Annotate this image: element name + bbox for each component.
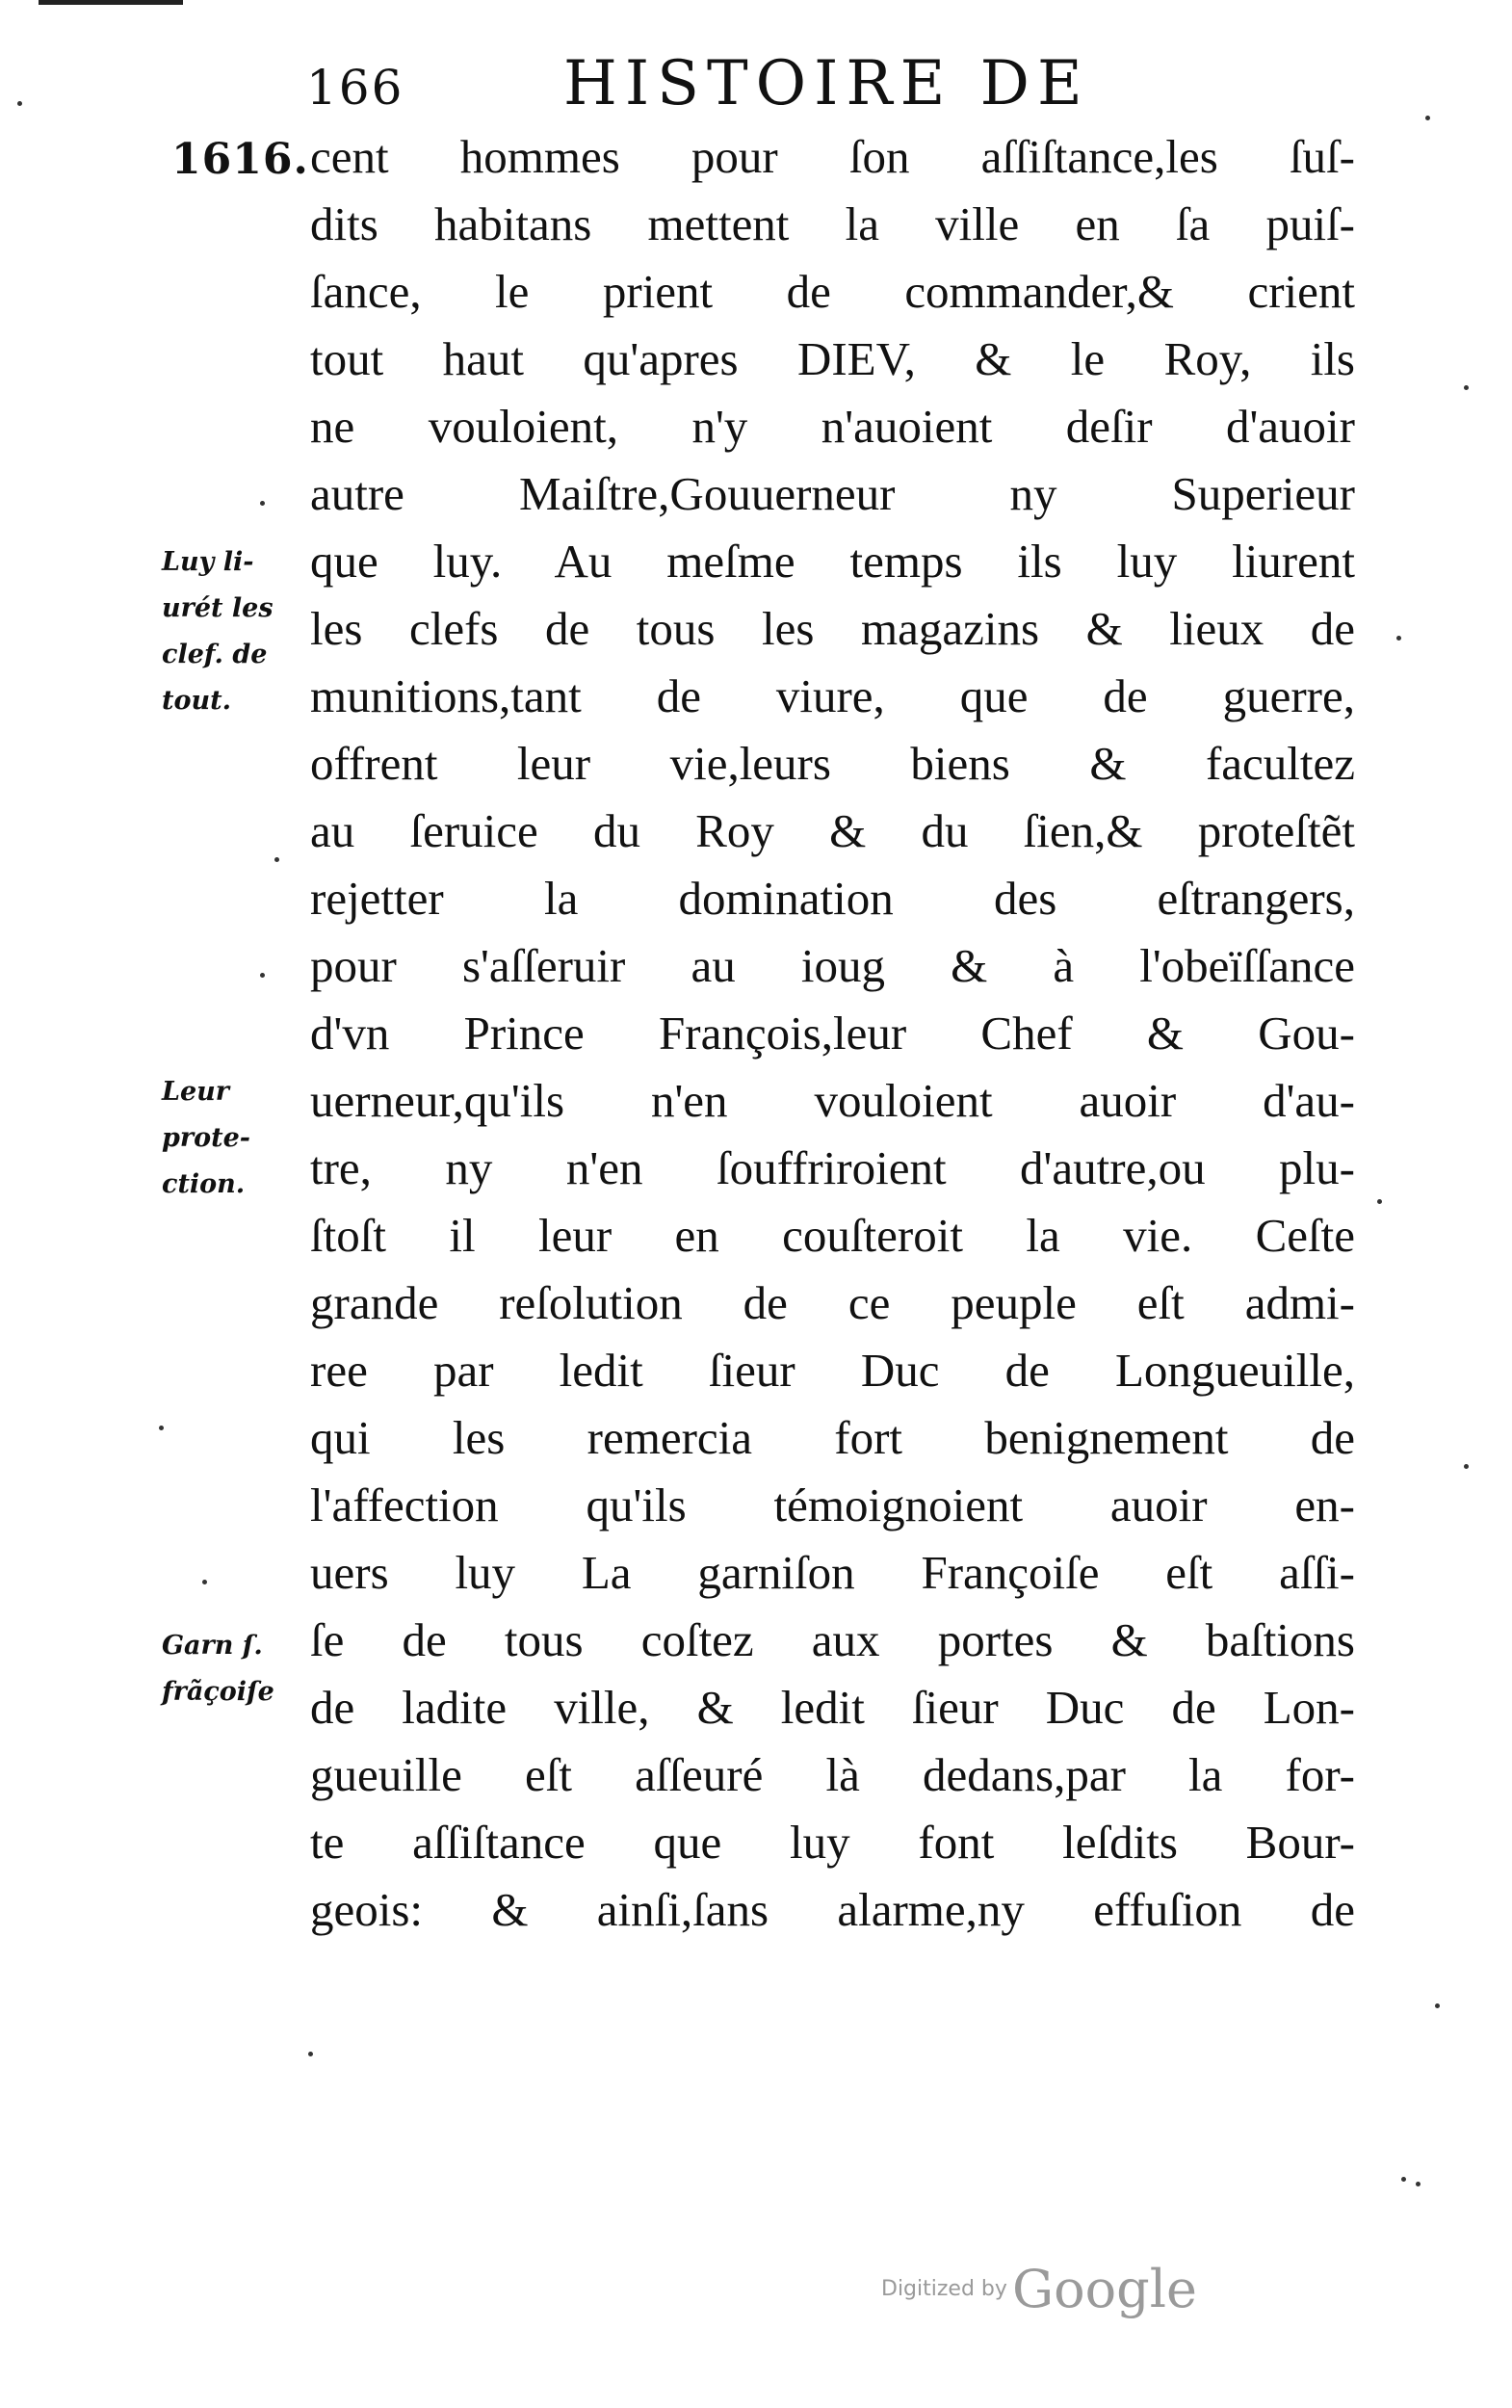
text-line: geois: & ainſi,ſans alarme,ny effuſion de xyxy=(310,1883,1355,1936)
margin-note-garnison xyxy=(162,1623,321,1715)
scan-speck xyxy=(1396,636,1401,641)
text-line: ſance, le prient de commander,& crient xyxy=(310,265,1355,318)
scan-speck xyxy=(1416,2182,1421,2186)
margin-note-protection xyxy=(162,1069,321,1208)
scan-speck xyxy=(1377,1199,1382,1204)
body-text xyxy=(310,123,1355,1944)
text-line: munitions,tant de viure, que de guerre, xyxy=(310,669,1355,722)
scan-speck xyxy=(308,2052,313,2056)
margin-note-line: Garn ſ. xyxy=(162,1631,263,1661)
scan-speck xyxy=(1401,2177,1406,2182)
text-line: tout haut qu'apres DIEV, & le Roy, ils xyxy=(310,332,1355,385)
margin-note-line: prote- xyxy=(162,1123,250,1153)
text-line: ſe de tous coſtez aux portes & baſtions xyxy=(310,1613,1355,1666)
text-line: pour s'aſſeruir au ioug & à l'obeïſſance xyxy=(310,939,1355,992)
running-title: HISTOIRE DE xyxy=(563,48,1090,119)
margin-note-line: Leur xyxy=(162,1077,230,1107)
text-line: uerneur,qu'ils n'en vouloient auoir d'au- xyxy=(310,1074,1355,1127)
text-line: ne vouloient, n'y n'auoient deſir d'auoir xyxy=(310,400,1355,453)
top-rule xyxy=(39,0,183,5)
text-line: autre Maiſtre,Gouuerneur ny Superieur xyxy=(310,467,1355,520)
scan-speck xyxy=(1464,385,1469,390)
margin-note-line: tout. xyxy=(162,686,231,716)
scan-speck xyxy=(1435,2003,1440,2008)
scan-speck xyxy=(274,857,279,862)
margin-note-line: clef. de xyxy=(162,640,268,669)
margin-note-line: urét les xyxy=(162,593,274,623)
page-number: 166 xyxy=(306,60,404,116)
text-line: de ladite ville, & ledit ſieur Duc de Lon- xyxy=(310,1681,1355,1734)
margin-note-line: frãçoiſe xyxy=(162,1677,274,1707)
text-line: gueuille eſt aſſeuré là dedans,par la for- xyxy=(310,1748,1355,1801)
scan-speck xyxy=(17,101,22,106)
google-logo: Google xyxy=(1012,2259,1197,2319)
margin-note-clefs xyxy=(162,539,321,724)
text-line: l'affection qu'ils témoignoient auoir en- xyxy=(310,1479,1355,1531)
scan-speck xyxy=(1464,1464,1469,1469)
text-line: qui les remercia fort benignement de xyxy=(310,1411,1355,1464)
text-line: uers luy La garniſon Françoiſe eſt aſſi- xyxy=(310,1546,1355,1599)
text-line: les clefs de tous les magazins & lieux de xyxy=(310,602,1355,655)
text-line: te aſſiſtance que luy font leſdits Bour- xyxy=(310,1816,1355,1869)
text-line: que luy. Au meſme temps ils luy liurent xyxy=(310,535,1355,588)
margin-note-line: ction. xyxy=(162,1169,246,1199)
text-line: dits habitans mettent la ville en ſa puiſ- xyxy=(310,197,1355,250)
text-line: ſtoſt il leur en couſteroit la vie. Ceſte xyxy=(310,1209,1355,1262)
scan-speck xyxy=(260,501,265,506)
scan-speck xyxy=(159,1426,164,1430)
scan-speck xyxy=(202,1580,207,1584)
text-line: grande reſolution de ce peuple eſt admi- xyxy=(310,1276,1355,1329)
google-watermark xyxy=(881,2259,1197,2319)
text-line: offrent leur vie,leurs biens & facultez xyxy=(310,737,1355,790)
watermark-prefix: Digitized by xyxy=(881,2277,1007,2301)
scan-speck xyxy=(260,973,265,978)
text-line: cent hommes pour ſon aſſiſtance,les ſuſ- xyxy=(310,130,1355,183)
margin-note-line: Luy li- xyxy=(162,547,254,577)
margin-year: 1616. xyxy=(171,135,309,184)
text-line: tre, ny n'en ſouffriroient d'autre,ou plu- xyxy=(310,1141,1355,1194)
text-line: au ſeruice du Roy & du ſien,& proteſtẽt xyxy=(310,804,1355,857)
text-line: d'vn Prince François,leur Chef & Gou- xyxy=(310,1007,1355,1060)
text-line: ree par ledit ſieur Duc de Longueuille, xyxy=(310,1344,1355,1397)
scan-speck xyxy=(1425,116,1430,120)
text-line: rejetter la domination des eſtrangers, xyxy=(310,872,1355,925)
